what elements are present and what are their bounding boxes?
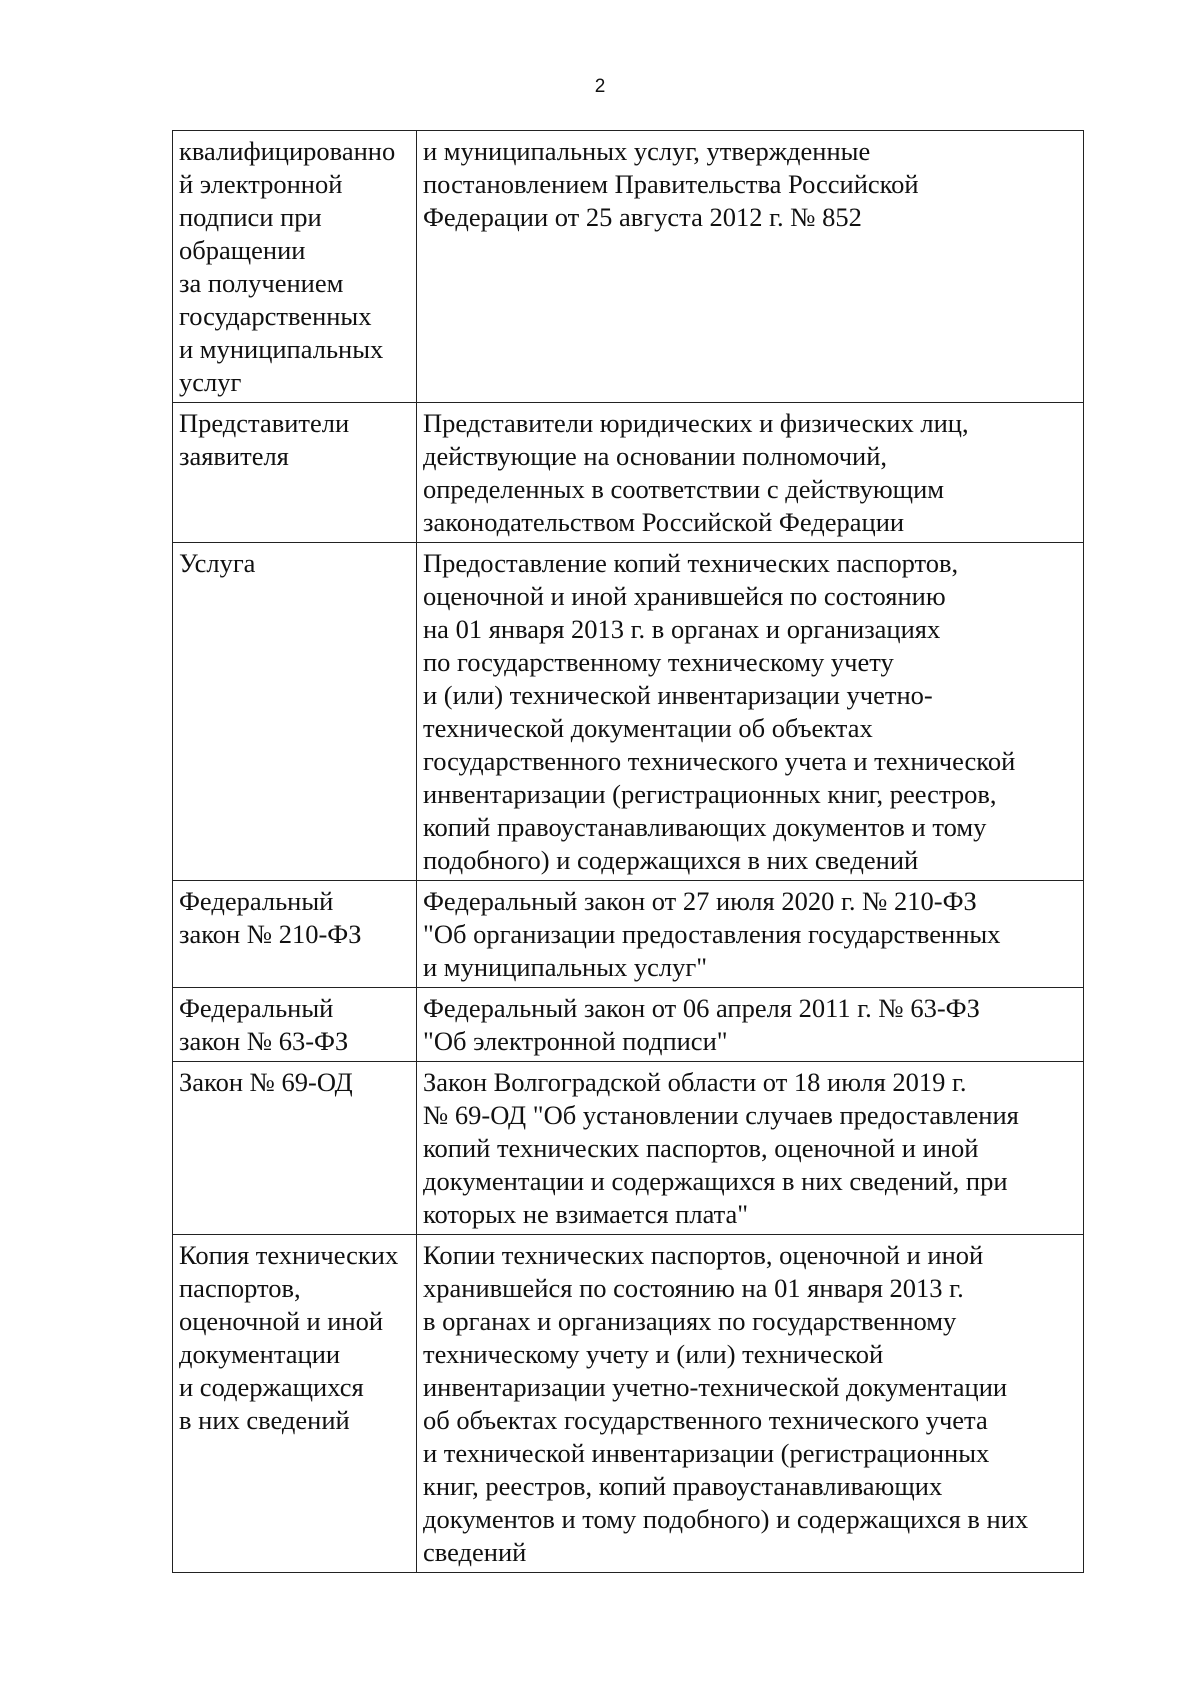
definition-cell: Копии технических паспортов, оценочной и иной хранившейся по состоянию на 01 января 2013 г. в органах и организациях по государственному техническому учету и (или) технической инвентаризации учетно-технической документации об объектах государственного технического учета и технической инвентаризации (регистрационных книг, реестров, копий правоустанавливающих документов и тому подобного) и содержащихся в них сведений — [417, 1235, 1084, 1573]
table-row — [173, 131, 1084, 403]
term-cell: Федеральный закон № 63-ФЗ — [173, 988, 417, 1062]
table-row — [173, 1235, 1084, 1573]
term-cell: квалифицированно й электронной подписи при обращении за получением государственных и муниципальных услуг — [173, 131, 417, 403]
definition-cell: Федеральный закон от 06 апреля 2011 г. № 63-ФЗ "Об электронной подписи" — [417, 988, 1084, 1062]
definition-cell: Федеральный закон от 27 июля 2020 г. № 210-ФЗ "Об организации предоставления государственных и муниципальных услуг" — [417, 881, 1084, 988]
definition-cell: и муниципальных услуг, утвержденные постановлением Правительства Российской Федерации от 25 августа 2012 г. № 852 — [417, 131, 1084, 403]
definition-cell: Представители юридических и физических лиц, действующие на основании полномочий, определенных в соответствии с действующим законодательством Российской Федерации — [417, 403, 1084, 543]
term-cell: Федеральный закон № 210-ФЗ — [173, 881, 417, 988]
term-cell: Закон № 69-ОД — [173, 1062, 417, 1235]
table-row — [173, 403, 1084, 543]
table-row — [173, 543, 1084, 881]
table-row — [173, 988, 1084, 1062]
definition-cell: Предоставление копий технических паспортов, оценочной и иной хранившейся по состоянию на 01 января 2013 г. в органах и организациях по государственному техническому учету и (или) технической инвентаризации учетно- технической документации об объектах государственного технического учета и технической инвентаризации (регистрационных книг, реестров, копий правоустанавливающих документов и тому подобного) и содержащихся в них сведений — [417, 543, 1084, 881]
table-row — [173, 1062, 1084, 1235]
definition-cell: Закон Волгоградской области от 18 июля 2019 г. № 69-ОД "Об установлении случаев предоставления копий технических паспортов, оценочной и иной документации и содержащихся в них сведений, при которых не взимается плата" — [417, 1062, 1084, 1235]
definitions-table — [172, 130, 1084, 1573]
table-row — [173, 881, 1084, 988]
page-number: 2 — [594, 76, 606, 97]
term-cell: Представители заявителя — [173, 403, 417, 543]
term-cell: Услуга — [173, 543, 417, 881]
term-cell: Копия технических паспортов, оценочной и иной документации и содержащихся в них сведений — [173, 1235, 417, 1573]
